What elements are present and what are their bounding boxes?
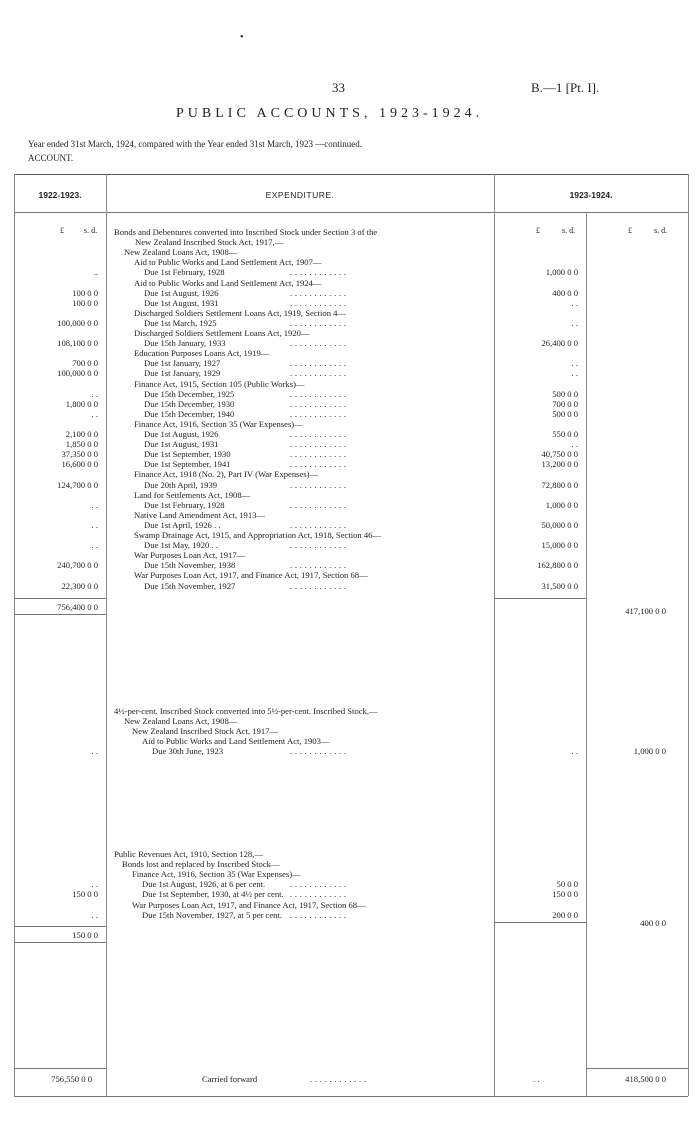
right-amount: 40,750 0 0 (541, 449, 578, 460)
left-amount: 100,000 0 0 (57, 368, 98, 379)
line-text: Finance Act, 1918 (No. 2), Part IV (War Expenses)— (134, 469, 319, 480)
leader-dots: . . . . . . . . . . . . (290, 909, 347, 920)
footer-label: Carried forward (202, 1074, 258, 1084)
line-text: Due 15th December, 1925 (144, 388, 235, 399)
line-text: Due 1st January, 1927 (144, 358, 221, 369)
line-text: Swamp Drainage Act, 1915, and Appropriation Act, 1918, Section 46— (134, 530, 382, 540)
right-amount: . . (571, 439, 578, 450)
left-amount: 100 0 0 (72, 287, 98, 298)
right-amount: . . (571, 317, 578, 328)
leader-dots: . . . . . . . . . . . . (290, 317, 347, 328)
left-amount: 2,100 0 0 (65, 429, 98, 439)
currency-sd-left (84, 226, 97, 235)
right-amount: 150 0 0 (552, 889, 578, 900)
leader-dots: . . . . . . . . . . . . (290, 499, 347, 510)
table-right-border (688, 174, 689, 1096)
line-text: Due 15th December, 1930 (144, 398, 235, 409)
leader-dots: . . . . . . . . . . . . (290, 408, 347, 419)
right-amount: 200 0 0 (552, 909, 578, 920)
line-text: New Zealand Loans Act, 1908— (124, 716, 238, 727)
leader-dots: . . . . . . . . . . . . (290, 479, 347, 490)
left-amount: 108,100 0 0 (57, 338, 98, 349)
leader-dots: . . . . . . . . . . . . (290, 287, 347, 298)
table-top-rule (14, 174, 688, 175)
right-amount: 31,500 0 0 (541, 580, 578, 591)
leader-dots: . . . . . . . . . . . . (290, 429, 347, 439)
line-text: New Zealand Inscribed Stock Act, 1917— (132, 726, 279, 737)
right-amount: . . (571, 358, 578, 369)
left-amount: . . (91, 879, 98, 890)
line-text: Due 1st September, 1941 (144, 459, 231, 470)
currency-d: d. (661, 226, 668, 235)
currency-s: s. (562, 226, 568, 235)
left-amount: 1,800 0 0 (65, 398, 98, 409)
footer-dots: . . . . . . . . . . . . (310, 1074, 367, 1084)
right-amount: . . (571, 368, 578, 379)
line-text: Due 1st August, 1931 (144, 297, 219, 308)
page-title: PUBLIC ACCOUNTS, 1923-1924. (176, 106, 484, 121)
right-amount: 72,800 0 0 (541, 479, 578, 490)
footer-mid: . . (533, 1074, 540, 1084)
line-text: Discharged Soldiers Settlement Loans Act, 1919, Section 4— (134, 307, 347, 318)
line-text: Aid to Public Works and Land Settlement Act, 1907— (134, 257, 322, 268)
left-amount: . . (91, 909, 98, 920)
line-text: Education Purposes Loans Act, 1919— (134, 348, 270, 359)
leader-dots: . . . . . . . . . . . . (290, 519, 347, 530)
line-text: New Zealand Loans Act, 1908— (124, 247, 238, 258)
line-text: 4½-per-cent. Inscribed Stock converted into 5½-per-cent. Inscribed Stock,— (114, 706, 378, 716)
line-text: Bonds lost and replaced by Inscribed Stock— (122, 859, 280, 870)
line-text: Due 15th December, 1940 (144, 408, 235, 419)
line-text: Discharged Soldiers Settlement Loans Act, 1920— (134, 328, 310, 338)
rule-mid-sec1 (494, 598, 586, 599)
table-left-border (14, 174, 15, 1096)
line-text: Due 1st August, 1926 (144, 287, 219, 298)
currency-s: s. (84, 226, 90, 235)
section3-right-total: 400 0 0 (640, 918, 666, 928)
line-text: New Zealand Inscribed Stock Act, 1917,— (135, 237, 284, 248)
column-divider-middle (494, 174, 495, 1096)
line-text: Aid to Public Works and Land Settlement Act, 1903— (142, 736, 330, 747)
left-amount: 16,600 0 0 (61, 459, 98, 470)
line-text: Land for Settlements Act, 1908— (134, 489, 251, 500)
line-text: Due 1st August, 1931 (144, 439, 219, 450)
right-amount: 550 0 0 (552, 429, 578, 439)
line-text: Bonds and Debentures converted into Inscribed Stock under Section 3 of the (114, 227, 378, 237)
left-amount: . . (91, 540, 98, 551)
line-text: Finance Act, 1916, Section 35 (War Expenses)— (134, 418, 303, 429)
currency-d: d. (91, 226, 98, 235)
line-text: Finance Act, 1916, Section 35 (War Expenses)— (132, 869, 301, 880)
header-expenditure: EXPENDITURE. (265, 190, 335, 200)
leader-dots: . . . . . . . . . . . . (290, 388, 347, 399)
left-amount: . . (91, 499, 98, 510)
line-text: War Purposes Loan Act, 1917, and Finance Act, 1917, Section 68— (132, 899, 366, 910)
right-amount: 50,000 0 0 (541, 519, 578, 530)
line-text: War Purposes Loan Act, 1917— (134, 550, 246, 561)
line-text: Due 15th November, 1938 (144, 560, 236, 571)
leader-dots: . . . . . . . . . . . . (290, 368, 347, 379)
subtitle-account: ACCOUNT. (28, 153, 74, 163)
line-text: Due 20th April, 1939 (144, 479, 218, 490)
line-text: Due 1st August, 1926 (144, 429, 219, 439)
line-text: Due 1st January, 1929 (144, 368, 221, 379)
section1-left-total: 756,400 0 0 (57, 602, 98, 612)
right-amount: 500 0 0 (552, 388, 578, 399)
right-amount: 1,000 0 0 (545, 267, 578, 278)
right-amount: 162,800 0 0 (537, 560, 578, 571)
left-amount: 22,300 0 0 (61, 580, 98, 591)
currency-pound-right: £ (628, 226, 632, 235)
right-amount: 400 0 0 (552, 287, 578, 298)
right-amount: 50 0 0 (556, 879, 578, 890)
currency-s: s. (654, 226, 660, 235)
rule-left-footer (14, 1068, 106, 1069)
left-amount: 100,000 0 0 (57, 317, 98, 328)
currency-sd-right (654, 226, 667, 235)
leader-dots: . . . . . . . . . . . . (290, 449, 347, 460)
right-amount: 26,400 0 0 (541, 338, 578, 349)
rule-mid-sec3 (494, 922, 586, 923)
right-amount: . . (571, 746, 578, 757)
line-text: Due 15th November, 1927, at 5 per cent. (142, 909, 282, 920)
line-text: Due 1st May, 1920 . . (144, 540, 218, 551)
leader-dots: . . . . . . . . . . . . (290, 560, 347, 571)
printer-mark: • (240, 32, 244, 43)
line-text: Due 1st February, 1928 (144, 267, 225, 278)
right-amount: 15,000 0 0 (541, 540, 578, 551)
right-amount: . . (571, 297, 578, 308)
leader-dots: . . . . . . . . . . . . (290, 459, 347, 470)
line-text: Due 15th January, 1933 (144, 338, 226, 349)
currency-d: d. (569, 226, 576, 235)
left-amount: 240,700 0 0 (57, 560, 98, 571)
rule-left-sec1-under (14, 614, 106, 615)
leader-dots: . . . . . . . . . . . . (290, 879, 347, 890)
right-amount: 700 0 0 (552, 398, 578, 409)
document-reference: B.—1 [Pt. I]. (531, 80, 600, 95)
subtitle-line: Year ended 31st March, 1924, compared with the Year ended 31st March, 1923 —continued. (28, 139, 363, 149)
line-text: Native Land Amendment Act, 1913— (134, 509, 266, 520)
column-divider-right (586, 212, 587, 1096)
line-text: Due 30th June, 1923 (152, 746, 224, 757)
column-divider-left (106, 174, 107, 1096)
right-amount: 13,200 0 0 (541, 459, 578, 470)
line-text: Finance Act, 1915, Section 105 (Public Works)— (134, 378, 305, 389)
line-text: Due 1st September, 1930, at 4½ per cent. (142, 889, 284, 900)
line-text: Due 1st February, 1928 (144, 499, 225, 510)
leader-dots: . . . . . . . . . . . . (290, 267, 347, 278)
leader-dots: . . . . . . . . . . . . (290, 297, 347, 308)
leader-dots: . . . . . . . . . . . . (290, 889, 347, 900)
page-number: 33 (332, 80, 345, 95)
section3-left-total: 150 0 0 (72, 930, 98, 940)
leader-dots: . . . . . . . . . . . . (290, 540, 347, 551)
section2-right-total: 1,000 0 0 (633, 746, 666, 756)
left-amount: 700 0 0 (72, 358, 98, 369)
left-amount: . . (91, 388, 98, 399)
leader-dots: . . . . . . . . . . . . (290, 338, 347, 349)
right-amount: 500 0 0 (552, 408, 578, 419)
line-text: Due 1st March, 1925 (144, 317, 217, 328)
left-amount: 100 0 0 (72, 297, 98, 308)
line-text: Public Revenues Act, 1910, Section 128,— (114, 849, 263, 859)
left-amount: 124,700 0 0 (57, 479, 98, 490)
footer-left-total: 756,550 0 0 (51, 1074, 92, 1084)
section1-right-total: 417,100 0 0 (625, 606, 666, 616)
leader-dots: . . . . . . . . . . . . (290, 580, 347, 591)
rule-left-sec1 (14, 598, 106, 599)
currency-sd-mid (562, 226, 575, 235)
leader-dots: . . . . . . . . . . . . (290, 439, 347, 450)
left-amount: .. (93, 267, 98, 278)
left-amount: . . (91, 746, 98, 757)
line-text: War Purposes Loan Act, 1917, and Finance Act, 1917, Section 68— (134, 570, 368, 581)
line-text: Due 1st August, 1926, at 6 per cent. (142, 879, 266, 890)
currency-pound-mid: £ (536, 226, 540, 235)
line-text: Due 1st April, 1926 . . (144, 519, 221, 530)
currency-pound-left: £ (60, 226, 64, 235)
line-text: Aid to Public Works and Land Settlement Act, 1924— (134, 277, 322, 288)
header-year-left: 1922-1923. (38, 190, 82, 200)
rule-right-footer (586, 1068, 688, 1069)
right-amount: 1,000 0 0 (545, 499, 578, 510)
leader-dots: . . . . . . . . . . . . (290, 358, 347, 369)
left-amount: 150 0 0 (72, 889, 98, 900)
left-amount: 37,350 0 0 (61, 449, 98, 460)
header-year-right: 1923-1924. (569, 190, 613, 200)
left-amount: . . (91, 519, 98, 530)
rule-left-sec3-under (14, 942, 106, 943)
table-bottom-rule (14, 1096, 688, 1097)
footer-right-total: 418,500 0 0 (625, 1074, 666, 1084)
line-text: Due 1st September, 1930 (144, 449, 231, 460)
leader-dots: . . . . . . . . . . . . (290, 746, 347, 757)
rule-left-sec3 (14, 926, 106, 927)
left-amount: 1,850 0 0 (65, 439, 98, 450)
left-amount: . . (91, 408, 98, 419)
line-text: Due 15th November, 1927 (144, 580, 236, 591)
leader-dots: . . . . . . . . . . . . (290, 398, 347, 409)
